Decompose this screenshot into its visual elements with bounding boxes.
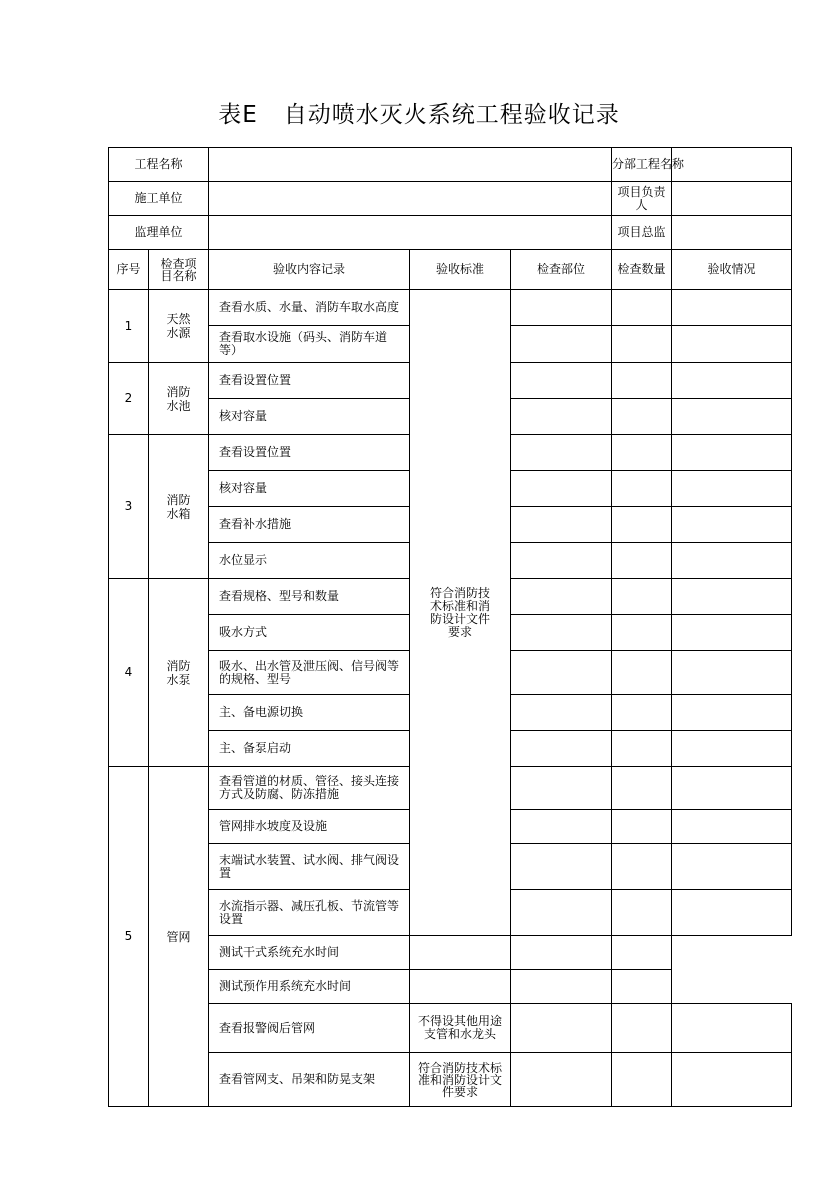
quantity-cell[interactable] xyxy=(612,507,672,543)
result-cell[interactable] xyxy=(672,543,792,579)
result-cell[interactable] xyxy=(672,731,792,767)
quantity-cell[interactable] xyxy=(612,290,672,326)
col-location-header: 检查部位 xyxy=(511,250,612,290)
location-cell[interactable] xyxy=(511,651,612,695)
location-cell[interactable] xyxy=(511,890,612,936)
group-name: 天然水源 xyxy=(166,312,191,340)
location-cell[interactable] xyxy=(511,731,612,767)
quantity-cell[interactable] xyxy=(612,543,672,579)
content-cell: 查看管网支、吊架和防晃支架 xyxy=(209,1053,410,1107)
chief-supervisor-label: 项目总监 xyxy=(612,216,672,250)
document-title xyxy=(0,96,838,129)
group-no: 2 xyxy=(109,363,149,435)
location-cell[interactable] xyxy=(511,326,612,363)
group-no: 5 xyxy=(109,767,149,1107)
content-cell: 查看规格、型号和数量 xyxy=(209,579,410,615)
group-name: 管网 xyxy=(166,929,191,944)
col-standard-header: 验收标准 xyxy=(410,250,511,290)
quantity-cell[interactable] xyxy=(511,970,612,1004)
supervision-unit-value[interactable] xyxy=(209,216,612,250)
location-cell[interactable] xyxy=(410,970,511,1004)
content-cell: 测试预作用系统充水时间 xyxy=(209,970,410,1004)
quantity-cell[interactable] xyxy=(612,844,672,890)
location-cell[interactable] xyxy=(511,543,612,579)
location-cell[interactable] xyxy=(511,579,612,615)
result-cell[interactable] xyxy=(672,695,792,731)
table-row xyxy=(109,290,792,326)
sub-project-value[interactable] xyxy=(672,148,792,182)
result-cell[interactable] xyxy=(672,471,792,507)
location-cell[interactable] xyxy=(511,1053,612,1107)
result-cell[interactable] xyxy=(612,936,672,970)
table-row xyxy=(109,1004,792,1053)
result-cell[interactable] xyxy=(672,435,792,471)
quantity-cell[interactable] xyxy=(612,695,672,731)
table-row xyxy=(109,936,792,970)
quantity-cell[interactable] xyxy=(612,326,672,363)
sub-project-label: 分部工程名称 xyxy=(612,148,672,182)
supervision-unit-label: 监理单位 xyxy=(109,216,209,250)
title-prefix: 表E xyxy=(218,102,258,128)
result-cell[interactable] xyxy=(672,810,792,844)
result-cell[interactable] xyxy=(672,507,792,543)
result-cell[interactable] xyxy=(672,1053,792,1107)
standard-general: 符合消防技术标准和消防设计文件要求 xyxy=(410,290,511,936)
result-cell[interactable] xyxy=(672,890,792,936)
result-cell[interactable] xyxy=(672,363,792,399)
location-cell[interactable] xyxy=(511,435,612,471)
col-quantity-header: 检查数量 xyxy=(612,250,672,290)
location-cell[interactable] xyxy=(511,844,612,890)
result-cell[interactable] xyxy=(672,767,792,810)
quantity-cell[interactable] xyxy=(511,936,612,970)
standard-pipe-support: 符合消防技术标准和消防设计文件要求 xyxy=(410,1053,511,1107)
quantity-cell[interactable] xyxy=(612,1053,672,1107)
project-leader-label: 项目负责人 xyxy=(612,182,672,216)
group-name-cell xyxy=(149,290,209,363)
result-cell[interactable] xyxy=(672,326,792,363)
col-result-header: 验收情况 xyxy=(672,250,792,290)
content-cell: 测试干式系统充水时间 xyxy=(209,936,410,970)
result-cell[interactable] xyxy=(672,290,792,326)
construction-unit-label: 施工单位 xyxy=(109,182,209,216)
result-cell[interactable] xyxy=(672,651,792,695)
group-no: 1 xyxy=(109,290,149,363)
content-cell: 核对容量 xyxy=(209,471,410,507)
construction-unit-value[interactable] xyxy=(209,182,612,216)
location-cell[interactable] xyxy=(511,810,612,844)
quantity-cell[interactable] xyxy=(612,651,672,695)
quantity-cell[interactable] xyxy=(612,399,672,435)
quantity-cell[interactable] xyxy=(612,890,672,936)
quantity-cell[interactable] xyxy=(612,435,672,471)
content-cell: 末端试水装置、试水阀、排气阀设置 xyxy=(209,844,410,890)
content-cell: 管网排水坡度及设施 xyxy=(209,810,410,844)
col-item-header: 检查项目名称 xyxy=(149,250,209,290)
chief-supervisor-value[interactable] xyxy=(672,216,792,250)
project-leader-value[interactable] xyxy=(672,182,792,216)
location-cell[interactable] xyxy=(511,399,612,435)
group-name: 消防水箱 xyxy=(166,492,191,521)
result-cell[interactable] xyxy=(672,399,792,435)
content-cell: 查看水质、水量、消防车取水高度 xyxy=(209,290,410,326)
table-row xyxy=(109,1053,792,1107)
content-cell: 查看取水设施（码头、消防车道等） xyxy=(209,326,410,363)
result-cell[interactable] xyxy=(672,1004,792,1053)
content-cell: 水位显示 xyxy=(209,543,410,579)
content-cell: 查看补水措施 xyxy=(209,507,410,543)
content-cell: 查看报警阀后管网 xyxy=(209,1004,410,1053)
quantity-cell[interactable] xyxy=(612,810,672,844)
result-cell[interactable] xyxy=(672,615,792,651)
content-cell: 主、备泵启动 xyxy=(209,731,410,767)
content-cell: 吸水方式 xyxy=(209,615,410,651)
content-cell: 查看设置位置 xyxy=(209,435,410,471)
construction-unit-row xyxy=(109,182,792,216)
group-name-cell xyxy=(149,363,209,435)
content-cell: 核对容量 xyxy=(209,399,410,435)
col-no-header: 序号 xyxy=(109,250,149,290)
location-cell[interactable] xyxy=(511,471,612,507)
quantity-cell[interactable] xyxy=(612,1004,672,1053)
group-no: 3 xyxy=(109,435,149,579)
content-cell: 查看管道的材质、管径、接头连接方式及防腐、防冻措施 xyxy=(209,767,410,810)
table-row xyxy=(109,970,792,1004)
quantity-cell[interactable] xyxy=(612,767,672,810)
column-header-row xyxy=(109,250,792,290)
location-cell[interactable] xyxy=(511,695,612,731)
location-cell[interactable] xyxy=(511,1004,612,1053)
project-name-row xyxy=(109,148,792,182)
group-no: 4 xyxy=(109,579,149,767)
result-cell[interactable] xyxy=(672,844,792,890)
group-name-cell xyxy=(149,579,209,767)
content-cell: 查看设置位置 xyxy=(209,363,410,399)
content-cell: 主、备电源切换 xyxy=(209,695,410,731)
quantity-cell[interactable] xyxy=(612,615,672,651)
quantity-cell[interactable] xyxy=(612,363,672,399)
supervision-unit-row xyxy=(109,216,792,250)
location-cell[interactable] xyxy=(511,615,612,651)
result-cell[interactable] xyxy=(612,970,672,1004)
col-content-header: 验收内容记录 xyxy=(209,250,410,290)
project-name-value[interactable] xyxy=(209,148,612,182)
quantity-cell[interactable] xyxy=(612,579,672,615)
quantity-cell[interactable] xyxy=(612,731,672,767)
group-name-cell xyxy=(149,435,209,579)
title-main: 自动喷水灭火系统工程验收记录 xyxy=(283,102,620,128)
acceptance-record-table xyxy=(108,147,792,1107)
location-cell[interactable] xyxy=(511,363,612,399)
location-cell[interactable] xyxy=(410,936,511,970)
standard-alarm-valve: 不得设其他用途支管和水龙头 xyxy=(410,1004,511,1053)
quantity-cell[interactable] xyxy=(612,471,672,507)
result-cell[interactable] xyxy=(672,579,792,615)
group-name: 消防水泵 xyxy=(166,658,191,687)
project-name-label: 工程名称 xyxy=(109,148,209,182)
location-cell[interactable] xyxy=(511,507,612,543)
location-cell[interactable] xyxy=(511,767,612,810)
group-name: 消防水池 xyxy=(166,384,191,413)
content-cell: 水流指示器、减压孔板、节流管等设置 xyxy=(209,890,410,936)
content-cell: 吸水、出水管及泄压阀、信号阀等的规格、型号 xyxy=(209,651,410,695)
group-name-cell xyxy=(149,767,209,1107)
location-cell[interactable] xyxy=(511,290,612,326)
